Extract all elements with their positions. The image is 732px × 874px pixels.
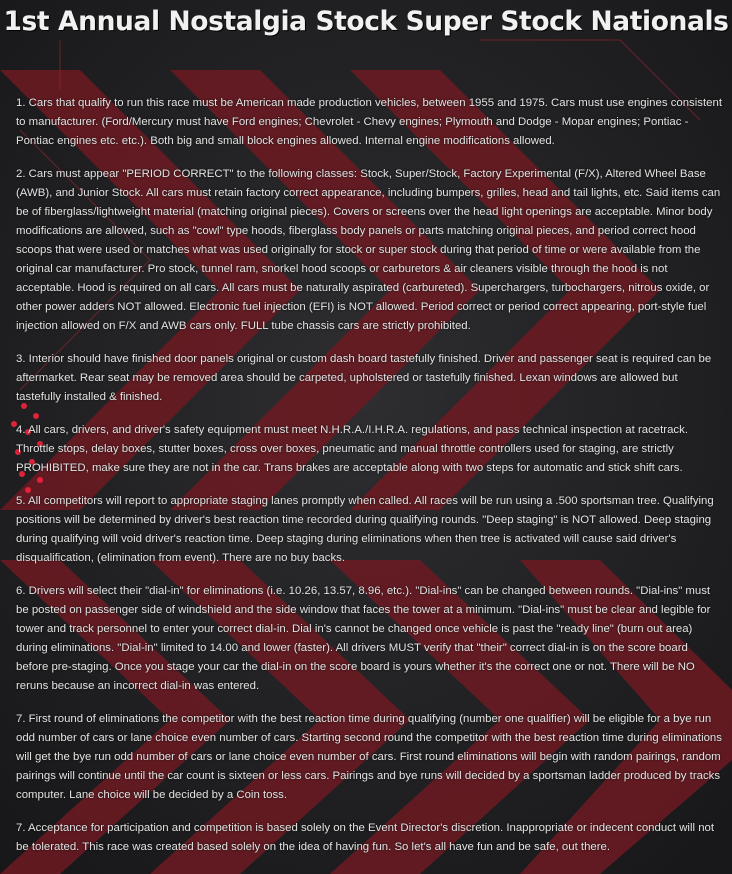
rule-paragraph: 1. Cars that qualify to run this race must be American made production vehicles, between 1955 and 1975. Cars must use engines consistent to manufacturer. (Ford/Mercury must have Ford engines; Chevrolet - Chevy engines; Plymouth and Dodge - Mopar engines; Pontiac - Pontiac engines etc. etc.). Both big and small block engines allowed. Internal engine modifications allowed. bbox=[16, 97, 722, 147]
rule-paragraph: 2. Cars must appear "PERIOD CORRECT" to the following classes: Stock, Super/Stock, Factory Experimental (F/X), Altered Wheel Base (AWB), and Junior Stock. All cars must retain factory correct appearance, including bumpers, grilles, head and tail lights, etc. Said items can be of fiberglass/lightweight material (matching original pieces). Covers or screens over the head light openings are acceptable. Minor body modifications are allowed, such as "cowl" type hoods, fiberglass body panels or parts matching original pieces, and period correct hood scoops that were used or matches what was used originally for stock or super stock during that period of time or were available from the original car manufacturer. Pro stock, tunnel ram, snorkel hood scoops or carburetors & air cleaners visible through the hood is not acceptable. Hood is required on all cars. All cars must be naturally aspirated (carbureted). Superchargers, turbochargers, nitrous oxide, or other power adders NOT allowed. Electronic fuel injection (EFI) is NOT allowed. Period correct or period correct appearing, port-style fuel injection allowed on F/X and AWB cars only. FULL tube chassis cars are strictly prohibited. bbox=[16, 168, 721, 332]
rule-paragraph: 4. All cars, drivers, and driver's safety equipment must meet N.H.R.A./I.H.R.A. regulations, and pass technical inspection at racetrack. Throttle stops, delay boxes, stutter boxes, cross over boxes, pneumatic and manual throttle controllers used for staging, are strictly PROHIBITED, make sure they are not in the car. Trans brakes are acceptable along with two steps for automatic and stick shift cars. bbox=[16, 424, 688, 474]
rule-paragraph: 7. Acceptance for participation and competition is based solely on the Event Director's discretion. Inappropriate or indecent conduct will not be tolerated. This race was created based solely on the idea of having fun. So let's all have fun and be safe, out there. bbox=[16, 822, 715, 853]
rule-paragraph: 3. Interior should have finished door panels original or custom dash board tastefully finished. Driver and passenger seat is required can be aftermarket. Rear seat may be removed area should be carpeted, upholstered or tastefully finished. Lexan windows are allowed but tastefully installed & finished. bbox=[16, 353, 712, 403]
rule-paragraph: 6. Drivers will select their "dial-in" for eliminations (i.e. 10.26, 13.57, 8.96, etc.). "Dial-ins" can be changed between rounds. "Dial-ins" must be posted on passenger side of windshield and the side window that faces the tower at a minimum. "Dial-ins" must be clear and legible for tower and track personnel to enter your correct dial-in. Dial in's cannot be changed once vehicle is past the "ready line" (burn out area) during eliminations. "Dial-in" limited to 14.00 and lower (faster). All drivers MUST verify that "their" correct dial-in is on the score board before pre-staging. Once you stage your car the dial-in on the score board is yours whether it's the correct one or not. There will be NO reruns because an incorrect dial-in was entered. bbox=[16, 585, 711, 692]
rule-paragraph: 7. First round of eliminations the competitor with the best reaction time during qualifying (number one qualifier) will be eligible for a bye run odd number of cars or lane choice even number of cars. Starting second round the competitor with the best reaction time during eliminations will get the bye run odd number of cars or lane choice even number of cars. First round eliminations will begin with random pairings, random pairings will continue until the car count is sixteen or less cars. Pairings and bye runs will decided by a sportsman ladder produced by tracks computer. Lane choice will be decided by a Coin toss. bbox=[16, 713, 722, 801]
page-title: 1st Annual Nostalgia Stock Super Stock Nationals bbox=[3, 6, 729, 37]
rules-list bbox=[16, 94, 722, 871]
rule-paragraph: 5. All competitors will report to appropriate staging lanes promptly when called. All races will be run using a .500 sportsman tree. Qualifying positions will be determined by driver's best reaction time recorded during qualifying rounds. "Deep staging" is NOT allowed. Deep staging during qualifying will void driver's reaction time. Deep staging during eliminations when then tree is activated will cause said driver's disqualification, (elimination from event). There are no buy backs. bbox=[16, 495, 714, 564]
